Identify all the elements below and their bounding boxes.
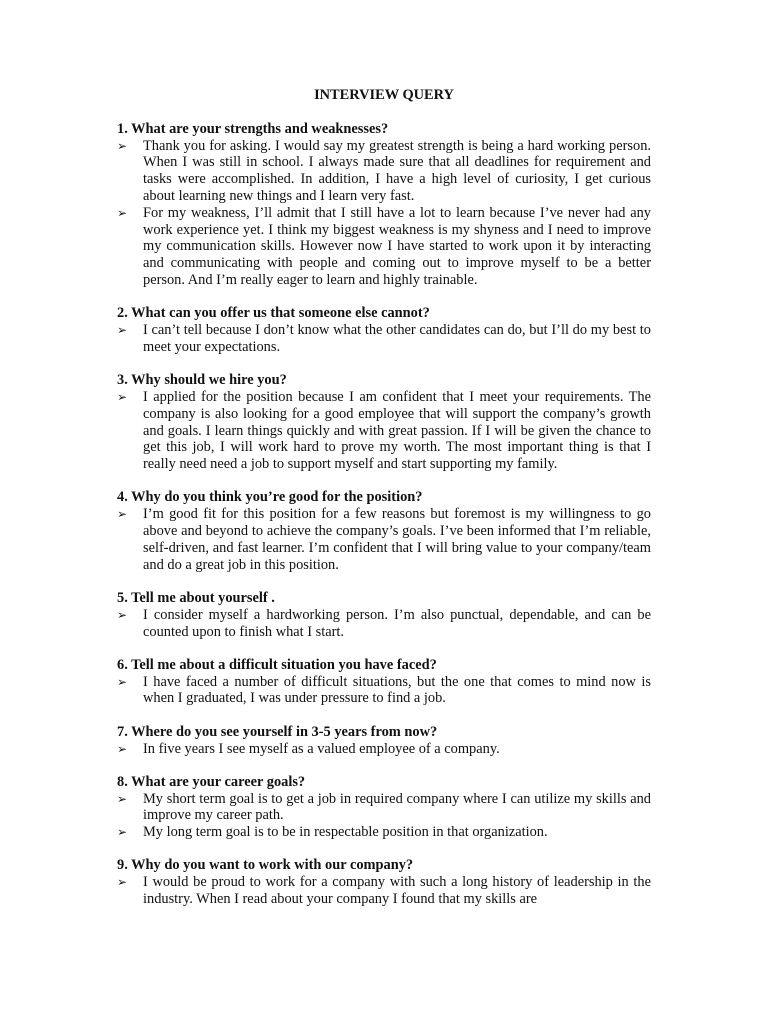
question-heading: 1. What are your strengths and weaknesses? (117, 120, 389, 137)
answer-bullet (117, 791, 651, 825)
qa-item-2 (117, 305, 651, 355)
answer-bullet (117, 205, 651, 289)
answer-text: I would be proud to work for a company with such a long history of leadership in the industry. When I read about your company I found that my skills are (143, 874, 651, 908)
answer-text: My short term goal is to get a job in required company where I can utilize my skills and improve my career path. (143, 790, 651, 824)
answer-bullet (117, 874, 651, 908)
arrowhead-bullet-icon: ➢ (117, 138, 128, 153)
question-heading: 7. Where do you see yourself in 3-5 years from now? (117, 723, 438, 740)
qa-item-5 (117, 590, 651, 640)
arrowhead-bullet-icon: ➢ (117, 825, 128, 840)
qa-item-7 (117, 724, 651, 758)
arrowhead-bullet-icon: ➢ (117, 875, 128, 890)
question-heading: 4. Why do you think you’re good for the position? (117, 489, 423, 506)
answer-bullet (117, 741, 651, 758)
question-heading: 3. Why should we hire you? (117, 372, 287, 389)
answer-text: In five years I see myself as a valued employee of a company. (143, 740, 500, 757)
answer-bullet (117, 322, 651, 356)
qa-item-9 (117, 857, 651, 907)
question-heading: 9. Why do you want to work with our company? (117, 857, 414, 874)
answer-bullet (117, 674, 651, 708)
arrowhead-bullet-icon: ➢ (117, 674, 128, 689)
arrowhead-bullet-icon: ➢ (117, 791, 128, 806)
arrowhead-bullet-icon: ➢ (117, 389, 128, 404)
answer-text: I applied for the position because I am confident that I meet your requirements. The company is also looking for a good employee that will support the company’s growth and goals. I learn things quickly and with great passion. If I will be given the chance to get this job, I will work hard to prove my worth. The most important thing is that I really need need a job to support myself and start supporting my family. (143, 388, 651, 473)
answer-bullet (117, 389, 651, 473)
answer-text: I have faced a number of difficult situations, but the one that comes to mind now is when I graduated, I was under pressure to find a job. (143, 673, 651, 707)
question-heading: 5. Tell me about yourself . (117, 589, 275, 606)
answer-text: Thank you for asking. I would say my greatest strength is being a hard working person. When I was still in school. I always made sure that all deadlines for requirement and tasks were accomplished. In addition, I have a high level of curiosity, I get curious about learning new things and I learn very fast. (143, 137, 651, 204)
question-heading: 8. What are your career goals? (117, 773, 306, 790)
question-heading: 6. Tell me about a difficult situation you have faced? (117, 656, 437, 673)
qa-item-6 (117, 657, 651, 707)
arrowhead-bullet-icon: ➢ (117, 507, 128, 522)
arrowhead-bullet-icon: ➢ (117, 741, 128, 756)
answer-text: I consider myself a hardworking person. I’m also punctual, dependable, and can be counted upon to finish what I start. (143, 606, 651, 640)
answer-bullet (117, 138, 651, 205)
answer-bullet (117, 506, 651, 573)
answer-bullet (117, 607, 651, 641)
answer-text: My long term goal is to be in respectable position in that organization. (143, 824, 548, 841)
arrowhead-bullet-icon: ➢ (117, 323, 128, 338)
question-heading: 2. What can you offer us that someone else cannot? (117, 305, 430, 322)
answer-bullet (117, 824, 651, 841)
qa-item-8 (117, 774, 651, 841)
qa-item-4 (117, 489, 651, 573)
qa-item-1 (117, 121, 651, 289)
document-title: INTERVIEW QUERY (314, 87, 454, 103)
answer-text: I can’t tell because I don’t know what the other candidates can do, but I’ll do my best to meet your expectations. (143, 322, 651, 355)
answer-text: For my weakness, I’ll admit that I still have a lot to learn because I’ve never had any work experience yet. I think my biggest weakness is my shyness and I need to improve my communication skills. However now I have started to work upon it by interacting and communicating with people and coming out to improve myself to be a better person. And I’m really eager to learn and highly trainable. (143, 204, 651, 288)
arrowhead-bullet-icon: ➢ (117, 205, 128, 220)
qa-item-3 (117, 372, 651, 473)
answer-text: I’m good fit for this position for a few reasons but foremost is my willingness to go above and beyond to achieve the company’s goals. I’ve been informed that I’m reliable, self-driven, and fast learner. I’m confident that I will bring value to your company/team and do a great job in this position. (143, 506, 651, 573)
arrowhead-bullet-icon: ➢ (117, 607, 128, 622)
